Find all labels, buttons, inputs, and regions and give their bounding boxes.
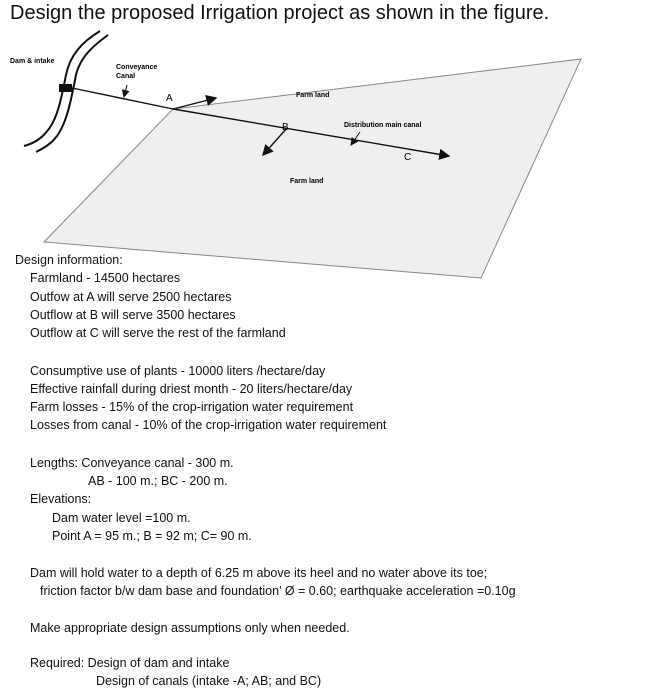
consumptive-use: Consumptive use of plants - 10000 liters /hectare/day — [30, 364, 326, 378]
canal-losses: Losses from canal - 10% of the crop-irrigation water requirement — [30, 418, 387, 432]
lengths-ab-bc: AB - 100 m.; BC - 200 m. — [88, 474, 228, 488]
outflow-c: Outflow at C will serve the rest of the farmland — [30, 326, 286, 340]
dam-block — [59, 84, 72, 92]
point-b-label: B — [282, 122, 289, 133]
farm-losses: Farm losses - 15% of the crop-irrigation water requirement — [30, 400, 354, 414]
farmland-area: Farmland - 14500 hectares — [30, 271, 181, 285]
farm-land-bottom-label: Farm land — [290, 178, 324, 185]
irrigation-layout-figure — [0, 26, 666, 286]
elevations-heading: Elevations: — [30, 492, 92, 506]
outflow-a: Outfow at A will serve 2500 hectares — [30, 290, 232, 304]
required-line2: Design of canals (intake -A; AB; and BC) — [96, 674, 322, 688]
conveyance-label-line1: Conveyance — [116, 64, 158, 71]
point-elevations: Point A = 95 m.; B = 92 m; C= 90 m. — [52, 529, 252, 543]
assumptions-note: Make appropriate design assumptions only when needed. — [30, 621, 350, 635]
dam-condition-line2: friction factor b/w dam base and foundation’ Ø = 0.60; earthquake acceleration =0.10g — [40, 584, 516, 598]
design-info-heading: Design information: — [15, 253, 123, 267]
point-c-label: C — [404, 152, 412, 163]
distribution-canal-label: Distribution main canal — [344, 122, 422, 129]
dam-intake-label: Dam & intake — [10, 58, 55, 65]
conveyance-canal-line — [72, 88, 173, 109]
farm-land-top-label: Farm land — [296, 92, 330, 99]
point-a-label: A — [166, 93, 173, 104]
dam-condition-line1: Dam will hold water to a depth of 6.25 m above its heel and no water above its toe; — [30, 566, 488, 580]
page-title: Design the proposed Irrigation project as shown in the figure. — [10, 2, 550, 24]
dam-water-level: Dam water level =100 m. — [52, 511, 191, 525]
outflow-b: Outflow at B will serve 3500 hectares — [30, 308, 236, 322]
effective-rainfall: Effective rainfall during driest month - 20 liters/hectare/day — [30, 382, 353, 396]
required-line1: Required: Design of dam and intake — [30, 656, 230, 670]
conveyance-pointer-arrow — [124, 85, 127, 97]
conveyance-label-line2: Canal — [116, 73, 136, 80]
lengths-conveyance: Lengths: Conveyance canal - 300 m. — [30, 456, 234, 470]
